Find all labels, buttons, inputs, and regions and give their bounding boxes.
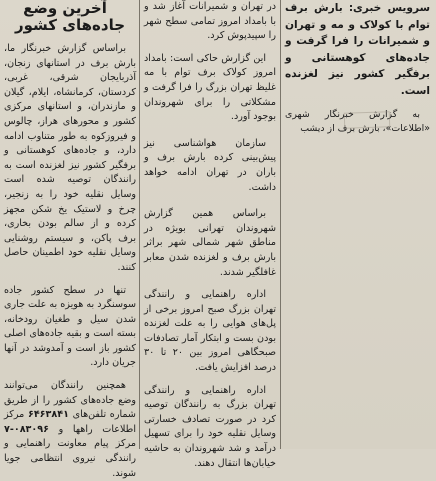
column-left — [4, 0, 136, 479]
column-middle — [144, 0, 276, 469]
column-divider-left — [139, 0, 140, 449]
paragraph: تنها در سطح کشور جاده سوسنگرد به هویزه به علت جاری شدن سیل و طغیان رودخانه، بسته است و بقیه جاده‌های اصلی کشور باز است و آمدوشد در آنها جریان دارد. — [4, 284, 136, 369]
paragraph: اداره راهنمایی و رانندگی تهران بزرگ به رانندگان توصیه کرد در صورت تصادف خسارتی وسایل نقلیه خود را برای تسهیل درآمد و شد شهروندان به حاشیه خیابان‌ها انتقال دهند. — [144, 384, 276, 469]
paragraph: براساس همین گزارش شهروندان تهرانی بویژه در مناطق شهر شمالی شهر براثر بارش برف و لغزنده شدن معابر غافلگیر شدند. — [144, 208, 276, 278]
paragraph: اداره راهنمایی و رانندگی تهران بزرگ صبح امروز برخی از پل‌های هوایی را به علت لغزنده بودن بست و ابتکار آمار تصادفات صبحگاهی امروز بین ۲۰ تا ۳۰ درصد افزایش یافت. — [144, 289, 276, 374]
contact-text: مرکز پیام معاونت راهنمایی و رانندگی نیروی انتظامی جویا شوند. — [4, 438, 136, 479]
source-line: به گزارش خبرنگار شهری «اطلاعات»، بارش برف از دیشب — [285, 108, 430, 135]
column-right — [285, 0, 430, 449]
paragraph: در تهران و شمیرانات آغاز شد و با بامداد امروز تمامی سطح شهر را سپیدپوش کرد. — [144, 1, 276, 42]
paragraph: این گزارش حاکی است: بامداد امروز کولاک برف توام با مه غلیظ تهران بزرگ را فرا گرفت و مشکلاتی را برای شهروندان بوجود آورد. — [144, 52, 276, 123]
article-headline: آخرین وضع جاده‌های کشور — [14, 0, 126, 34]
paragraph: براساس گزارش خبرنگار ما، بارش برف در استانهای زنجان، آذربایجان شرقی، غربی، کردستان، کرمانشاه، ایلام، گیلان و مازندران، و استانهای مرکزی کشور و محورهای هراز، چالوس و فیروزکوه به طور متناوب ادامه دارد، و جاده‌های کوهستانی و برفگیر کشور نیز لغزنده است به رانندگان توصیه شده است وسایل نقلیه خود را به زنجیر، چرخ و لاستیک یخ شکن مجهز کرده و از سالم بودن بخاری، برف پاکن، و سیستم روشنایی وسایل نقلیه خود اطمینان حاصل کنند. — [4, 43, 136, 273]
contact-text: همچنین رانندگان می‌توانند وضع جاده‌های کشور را از طریق شماره تلفن‌های — [4, 380, 136, 421]
lead-paragraph: سرویس خبری: بارش برف توام با کولاک و مه و تهران و شمیرانات را فرا گرفت و جاده‌های کوهستانی و برفگیر کشور نیز لغزنده است. — [285, 2, 430, 97]
faded-stamp — [344, 111, 391, 129]
paragraph-contact — [4, 379, 136, 481]
paragraph: سازمان هواشناسی نیز پیش‌بینی کرده بارش برف و باران در تهران ادامه خواهد داشت. — [144, 137, 276, 193]
contact-text: مرکز اطلاعات راهها و — [4, 409, 136, 435]
phone-number-1: ۶۴۶۳۸۴۱ — [27, 409, 69, 421]
column-divider-right — [280, 0, 281, 449]
phone-number-2: ۰۸۳۰۹۶-۷ — [4, 423, 49, 435]
